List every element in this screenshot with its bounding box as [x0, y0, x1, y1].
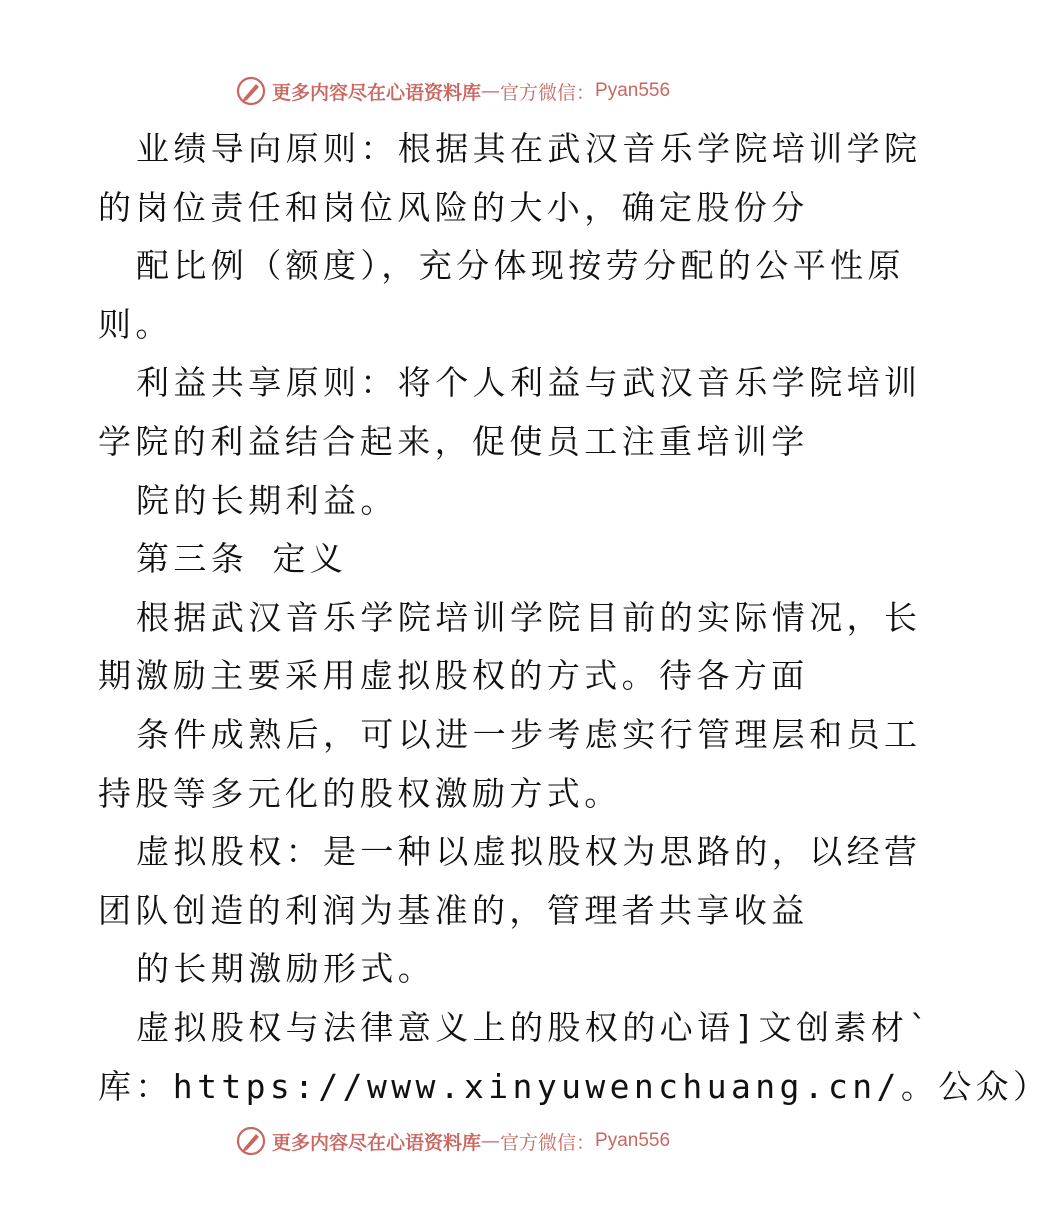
text-line: 根据武汉音乐学院培训学院目前的实际情况，长: [136, 597, 922, 637]
section-heading: 第三条 定义: [136, 539, 348, 579]
watermark-wechat-id: Pyan556: [595, 1130, 671, 1151]
watermark-official-label: 官方微信：: [500, 1131, 596, 1154]
text-line: 则。: [98, 304, 173, 344]
watermark-dash: —: [481, 80, 501, 102]
document-body: [98, 120, 1050, 1116]
text-line: 期激励主要采用虚拟股权的方式。待各方面: [98, 656, 809, 696]
watermark-official-label: 官方微信：: [500, 81, 596, 104]
footer-watermark: [236, 1124, 670, 1158]
text-line: 的长期激励形式。: [136, 949, 436, 989]
text-line: 团队创造的利润为基准的，管理者共享收益: [98, 890, 809, 930]
watermark-dash: —: [481, 1130, 501, 1152]
text-line: 虚拟股权：是一种以虚拟股权为思路的，以经营: [136, 832, 922, 872]
text-line: 虚拟股权与法律意义上的股权的心语]文创素材`: [136, 1007, 933, 1047]
header-watermark: [236, 74, 670, 108]
text-line: 库：https://www.xinyuwenchuang.cn/。公众）: [98, 1066, 1050, 1106]
text-line: 配比例（额度），充分体现按劳分配的公平性原: [136, 246, 905, 286]
watermark-brand: 更多内容尽在心语资料库: [272, 1131, 482, 1154]
text-line: 业绩导向原则：根据其在武汉音乐学院培训学院: [136, 129, 922, 168]
text-line: 院的长期利益。: [136, 480, 398, 520]
text-line: 利益共享原则：将个人利益与武汉音乐学院培训: [136, 363, 922, 403]
watermark-brand: 更多内容尽在心语资料库: [272, 81, 482, 104]
text-line: 学院的利益结合起来，促使员工注重培训学: [98, 421, 809, 461]
pen-logo-icon: [236, 76, 266, 106]
pen-logo-icon: [236, 1126, 266, 1156]
text-line: 持股等多元化的股权激励方式。: [98, 773, 622, 813]
watermark-wechat-id: Pyan556: [595, 80, 671, 101]
text-line: 条件成熟后，可以进一步考虑实行管理层和员工: [136, 714, 922, 754]
text-line: 的岗位责任和岗位风险的大小，确定股份分: [98, 187, 809, 227]
